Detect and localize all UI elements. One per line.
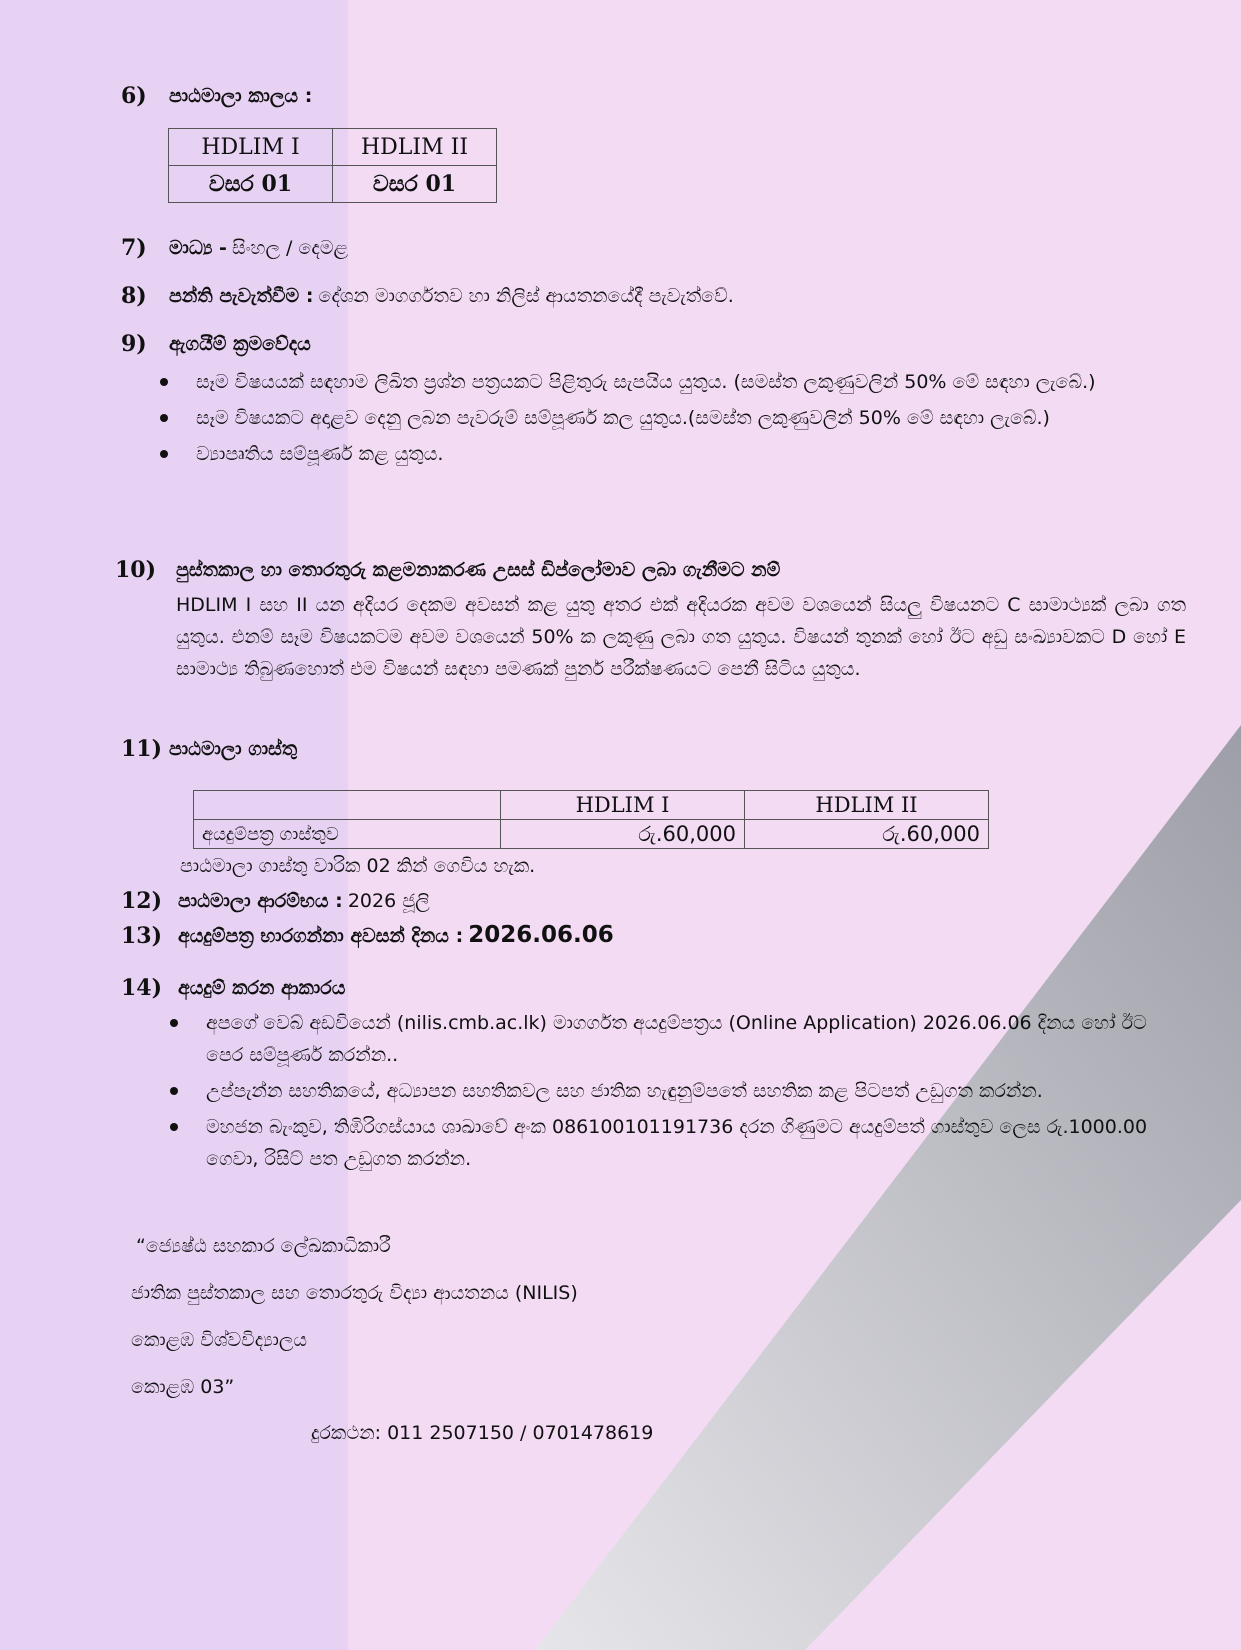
bullet-icon bbox=[160, 450, 168, 458]
section-14-title: අයදුම් කරන ආකාරය bbox=[178, 977, 346, 999]
address-line-1: “ජ්‍යෙෂ්ඨ සහකාර ලේඛකාධිකාරී bbox=[136, 1235, 391, 1257]
application-steps-list bbox=[168, 1007, 1178, 1175]
section-13-deadline: 2026.06.06 bbox=[468, 922, 614, 948]
section-13-line bbox=[178, 922, 614, 948]
section-10-paragraph: HDLIM I සහ II යන අදියර දෙකම අවසන් කළ යුතු අතර එක් අදියරක අවම වශයෙන් සියලු විෂයනට C සාමාථ්‍යක් ලබා ගත යුතුය. එනම් සෑම විෂයකටම අවම වශයෙන් 50% ක ලකුණු ලබා ගත යුතුය. විෂයන් තුනක් හෝ ඊට අඩු සංඛ්‍යාවකට D හෝ E සාමාථ්‍ය තිබුණහොත් එම විෂයන් සඳහා පමණක් පුනර් පරීක්ෂණයට පෙනී සිටිය යුතුය. bbox=[176, 594, 1186, 680]
section-13-number: 13) bbox=[121, 923, 163, 949]
section-10-number: 10) bbox=[115, 557, 157, 583]
section-11-title: පාඨමාලා ගාස්තු bbox=[169, 738, 298, 760]
duration-header-hdlim1: HDLIM I bbox=[169, 129, 333, 166]
address-line-3: කොළඹ විශ්වවිද්‍යාලය bbox=[131, 1329, 308, 1351]
phone-number: දුරකථන: 011 2507150 / 0701478619 bbox=[311, 1422, 654, 1444]
section-12-number: 12) bbox=[121, 888, 163, 914]
duration-value-hdlim2: වසර 01 bbox=[333, 166, 497, 203]
address-line-4: කොළඹ 03” bbox=[131, 1376, 235, 1398]
section-7-text: සිංහල / දෙමළ bbox=[232, 237, 348, 259]
section-8-line bbox=[169, 285, 734, 307]
section-12-title: පාඨමාලා ආරම්භය : bbox=[178, 890, 343, 912]
section-9-number: 9) bbox=[121, 331, 147, 357]
fee-value-hdlim1: රු.60,000 bbox=[501, 820, 745, 849]
section-10-title: පුස්තකාල හා තොරතුරු කළමනාකරණ උසස් ඩිප්ලෝමාව ලබා ගැනීමට නම් bbox=[176, 559, 781, 581]
fee-note: පාඨමාලා ගාස්තු වාරික 02 කින් ගෙවිය හැක. bbox=[180, 855, 536, 877]
fee-value-hdlim2: රු.60,000 bbox=[745, 820, 989, 849]
section-13-title: අයදුම්පත්‍ර භාරගන්නා අවසන් දිනය : bbox=[178, 925, 464, 947]
section-9-title: ඇගයීම් ක්‍රමවේදය bbox=[169, 333, 311, 355]
bullet-icon bbox=[170, 1087, 178, 1095]
section-12-line bbox=[178, 890, 430, 912]
section-8-number: 8) bbox=[121, 283, 147, 309]
bullet-icon bbox=[160, 378, 168, 386]
bullet-icon bbox=[170, 1019, 178, 1027]
section-11-number: 11) bbox=[121, 736, 163, 762]
fee-header-hdlim1: HDLIM I bbox=[501, 791, 745, 820]
list-item: සෑම විෂයයක් සඳහාම ලිඛිත ප්‍රශ්න පත්‍රයකට පිළිතුරු සැපයිය යුතුය. (සමස්ත ලකුණුවලින් 50% මේ සඳහා ලැබේ.) bbox=[158, 366, 1158, 398]
section-14-number: 14) bbox=[121, 975, 163, 1001]
duration-header-hdlim2: HDLIM II bbox=[333, 129, 497, 166]
section-7-title: මාධ්‍ය - bbox=[169, 237, 227, 259]
section-8-title: පන්ති පැවැත්වීම : bbox=[169, 285, 314, 307]
address-line-2: ජාතික පුස්තකාල සහ තොරතුරු විද්‍යා ආයතනය (NILIS) bbox=[131, 1282, 578, 1304]
evaluation-list bbox=[158, 366, 1158, 470]
list-item: සෑම විෂයකට අදාළව දෙනු ලබන පැවරුම් සම්පූර්ණ කල යුතුය.(සමස්ත ලකුණුවලින් 50% මේ සඳහා ලැබේ.) bbox=[158, 402, 1158, 434]
list-item: අපගේ වෙබ් අඩවියෙන් (nilis.cmb.ac.lk) මාගර්ගත අයදුම්පත්‍රය (Online Application) 2026.06.06 දිනය හෝ ඊට පෙර සම්පූර්ණ කරන්න.. bbox=[168, 1007, 1178, 1071]
fee-row-label: අයදුම්පත්‍ර ගාස්තුව bbox=[194, 820, 501, 849]
section-12-text: 2026 ජූලි bbox=[347, 890, 430, 912]
section-6-number: 6) bbox=[121, 83, 147, 109]
fee-table-blank-header bbox=[194, 791, 501, 820]
fee-header-hdlim2: HDLIM II bbox=[745, 791, 989, 820]
section-7-line bbox=[169, 237, 348, 259]
bullet-icon bbox=[170, 1123, 178, 1131]
list-item: උප්පැන්න සහතිකයේ, අධ්‍යාපන සහතිකවල සහ ජාතික හැඳුනුම්පතේ සහතික කළ පිටපත් උඩුගත කරන්න. bbox=[168, 1075, 1178, 1107]
fee-table bbox=[193, 790, 989, 849]
section-7-number: 7) bbox=[121, 235, 147, 261]
section-8-text: දේශන මාගර්ගතව හා නිලිස් ආයතනයේදී පැවැත්වේ. bbox=[318, 285, 734, 307]
list-item: මහජන බැංකුව, තිඹිරිගස්යාය ශාඛාවේ අංක 086100101191736 දරන ගිණුමට අයදුම්පත් ගාස්තුව ලෙස රු.1000.00 ගෙවා, රිසිට් පත උඩුගත කරන්න. bbox=[168, 1111, 1178, 1175]
bullet-icon bbox=[160, 414, 168, 422]
section-6-title: පාඨමාලා කාලය : bbox=[169, 85, 313, 107]
duration-table bbox=[168, 128, 497, 203]
duration-value-hdlim1: වසර 01 bbox=[169, 166, 333, 203]
list-item: ව්‍යාපෘතිය සම්පූර්ණ කළ යුතුය. bbox=[158, 438, 1158, 470]
